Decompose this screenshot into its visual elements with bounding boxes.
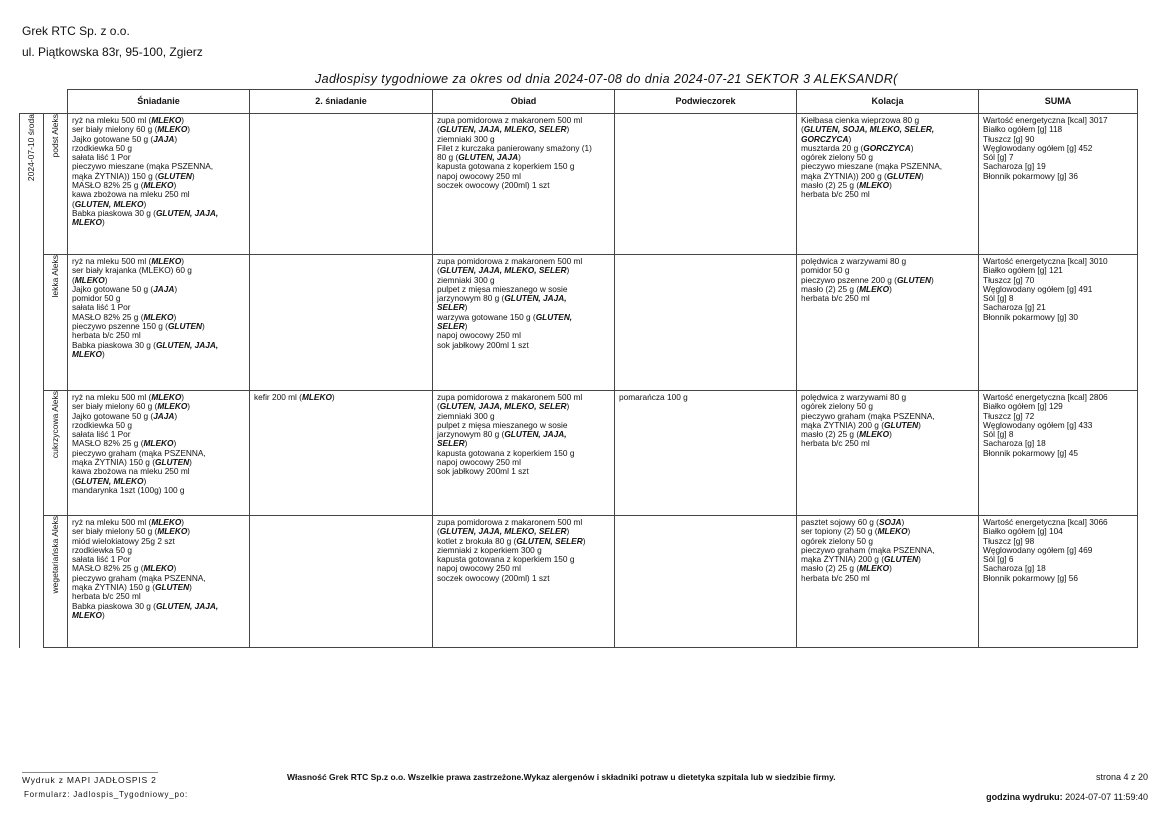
dish-text: herbata b/c 250 ml [801,189,870,200]
dish-text: ) [173,438,177,449]
dish-text: ziemniaki z koperkiem 300 g [437,544,542,555]
nutrition-line: Tłuszcz [g] 98 [983,535,1035,546]
nutrition-line: Węglowodany ogółem [g] 433 [983,419,1093,430]
dish-text: kapusta gotowana z koperkiem 150 g [437,161,575,172]
meal-cell-kolacja [797,255,979,391]
dish-text: masło (2) 25 g ( [801,283,860,294]
allergen-text: MLEKO [143,438,174,449]
dish-text: ( [72,198,75,209]
dish-text: ryż na mleku 500 ml ( [72,392,152,402]
dish-text: ) [918,419,921,430]
allergen-text: MLEKO [157,401,188,412]
dish-text: ) [189,457,192,468]
allergen-text: GLUTEN [155,457,190,468]
meal-cell-podwieczorek [615,391,797,516]
dish-text: ogórek zielony 50 g [801,535,873,546]
dish-text: ) [848,133,852,144]
table-row [20,255,1138,391]
meal-cell-kolacja [797,516,979,648]
nutrition-summary [979,114,1138,255]
dish-text: ) [889,429,892,440]
allergen-text: MLEKO [859,180,890,191]
dish-text: mąka ŻYTNIA)) 150 g ( [72,170,158,181]
dish-text: rzodkiewka 50 g [72,142,132,153]
dish-text: napoj owocowy 250 ml [437,170,521,181]
dish-text: ) [566,526,570,537]
allergen-text: MLEKO [301,392,332,402]
nutrition-line: Tłuszcz [g] 70 [983,274,1035,285]
menu-line [437,574,610,583]
allergen-text: GLUTEN, JAJA, [504,429,567,440]
dish-text: rzodkiewka 50 g [72,544,132,555]
dish-text: sok jabłkowy 200ml 1 szt [437,466,529,477]
dish-text: MASŁO 82% 25 g ( [72,180,144,191]
nutrition-line: Sól [g] 6 [983,554,1014,565]
nutrition-line: Tłuszcz [g] 90 [983,133,1035,144]
dish-text: mąka ŻYTNIA)) 200 g ( [801,170,887,181]
allergen-text: GLUTEN, [535,311,573,322]
allergen-text: GLUTEN, MLEKO [74,475,144,486]
allergen-text: GLUTEN [157,170,192,181]
menu-line [72,486,245,495]
dish-text: pomarańcza 100 g [619,392,688,402]
menu-line [254,393,428,402]
dish-text: ) [566,265,570,276]
allergen-text: MLEKO [157,124,188,135]
allergen-text: GLUTEN [155,582,190,593]
menu-line [801,294,974,303]
meal-cell-obiad [433,255,615,391]
dish-text: ) [104,274,108,285]
dish-text: pieczywo graham (mąka PSZENNA, [801,410,935,421]
allergen-text: GORCZYCA [801,133,849,144]
menu-line [437,341,610,350]
dish-text: ) [173,311,177,322]
dish-text: ) [189,582,192,593]
print-source: Wydruk z MAPI JADŁOSPIS 2 [22,772,158,785]
menu-line [72,218,245,227]
allergen-text: MLEKO [151,115,182,125]
dish-text: herbata b/c 250 ml [72,591,141,602]
allergen-text: GORCZYCA [863,142,911,153]
meal-cell-kolacja [797,114,979,255]
allergen-text: JAJA [153,133,175,144]
dish-text: jarzynowym 80 g ( [437,429,505,440]
dish-text: ( [437,401,440,412]
menu-line [72,350,245,359]
allergen-text: SELER [437,438,465,449]
dish-text: zupa pomidorowa z makaronem 500 ml [437,115,583,125]
allergen-text: JAJA [153,283,175,294]
nutrition-summary [979,255,1138,391]
column-header-suma: SUMA [979,90,1138,114]
dish-text: herbata b/c 250 ml [801,438,870,449]
dish-text: ( [801,124,804,135]
dish-text: pieczywo graham (mąka PSZENNA, [72,447,206,458]
meal-cell-sniadanie2 [250,114,433,255]
diet-label: cukrzycowa Aleks [49,391,60,459]
nutrition-line: Sacharoza [g] 21 [983,302,1046,313]
dish-text: ) [464,321,468,332]
dish-text: warzywa gotowane 150 g ( [437,311,536,322]
dish-text: pieczywo mieszane (mąka PSZENNA, [72,161,214,172]
allergen-text: MLEKO [877,526,908,537]
allergen-text: GLUTEN, JAJA, [155,339,219,350]
dish-text: ) [464,438,468,449]
dish-text: MASŁO 82% 25 g ( [72,563,144,574]
form-name: Formularz: Jadlospis_Tygodniowy_po: [24,790,189,799]
dish-text: ser biały mielony 50 g ( [72,526,158,537]
dish-text: ) [101,217,105,228]
dish-text: ser biały krajanka (MLEKO) 60 g [72,265,192,276]
company-address: ul. Piątkowska 83r, 95-100, Zgierz [22,45,203,59]
column-header-kolacja: Kolacja [797,90,979,114]
nutrition-line: Białko ogółem [g] 118 [983,124,1063,135]
dish-text: zupa pomidorowa z makaronem 500 ml [437,256,583,266]
dish-text: MASŁO 82% 25 g ( [72,311,144,322]
meal-cell-obiad [433,391,615,516]
dish-text: Babka piaskowa 30 g ( [72,207,156,218]
dish-text: pasztet sojowy 60 g ( [801,517,879,527]
print-time-label: godzina wydruku: [986,792,1063,802]
menu-line [801,439,974,448]
allergen-text: MLEKO [859,429,890,440]
column-header-2-sniadanie: 2. śniadanie [250,90,433,114]
meal-cell-obiad [433,516,615,648]
menu-table [19,89,1137,659]
allergen-text: MLEKO [143,180,174,191]
dish-text: pomidor 50 g [72,293,121,304]
allergen-text: MLEKO [859,563,890,574]
meal-cell-sniadanie2 [250,516,433,648]
print-time-value: 2024-07-07 11:59:40 [1065,792,1148,802]
nutrition-line: Błonnik pokarmowy [g] 36 [983,170,1079,181]
date-cell [20,114,44,648]
dish-text: mąka ŻYTNIA) 200 g ( [801,419,884,430]
dish-text: ) [918,554,921,565]
dish-text: sałata liść 1 Por [72,554,131,565]
dish-text: ) [910,142,914,153]
allergen-text: SELER [437,321,465,332]
dish-text: ) [566,124,570,135]
dish-text: ) [582,535,586,546]
dish-text: ) [181,256,185,266]
dish-text: ) [181,517,185,527]
dish-text: ) [174,133,178,144]
meal-cell-podwieczorek [615,255,797,391]
allergen-text: MLEKO [151,256,182,266]
table-row [20,114,1138,255]
dish-text: ) [101,348,105,359]
dish-text: ziemniaki 300 g [437,410,495,421]
dish-text: pieczywo pszenne 150 g ( [72,321,168,332]
nutrition-line: Białko ogółem [g] 129 [983,401,1063,412]
nutrition-line: Błonnik pokarmowy [g] 56 [983,572,1079,583]
dish-text: ) [518,152,521,163]
dish-text: ) [920,170,924,181]
dish-text: masło (2) 25 g ( [801,180,860,191]
dish-text: mandarynka 1szt (100g) 100 g [72,484,185,495]
meal-cell-sniadanie2 [250,391,433,516]
dish-text: pulpet z mięsa mieszanego w sosie [437,419,568,430]
dish-text: herbata b/c 250 ml [801,572,870,583]
allergen-text: JAJA [153,410,175,421]
allergen-text: GLUTEN [884,554,919,565]
dish-text: ) [174,410,178,421]
dish-text: napoj owocowy 250 ml [437,330,521,341]
allergen-text: GLUTEN, MLEKO [74,198,144,209]
allergen-text: GLUTEN, JAJA, MLEKO, SELER [439,265,567,276]
dish-text: Jajko gotowane 50 g ( [72,410,154,421]
nutrition-summary [979,516,1138,648]
date-label: 2024-07-10 środa [25,114,36,182]
diet-cell [44,391,68,516]
dish-text: ) [464,302,468,313]
dish-text: pieczywo graham (mąka PSZENNA, [801,544,935,555]
dish-text: soczek owocowy (200ml) 1 szt [437,572,550,583]
nutrition-line: Sacharoza [g] 19 [983,161,1046,172]
dish-text: pulpet z mięsa mieszanego w sosie [437,283,568,294]
dish-text: polędwica z warzywami 80 g [801,392,907,402]
dish-text: Kiełbasa cienka wieprzowa 80 g [801,115,920,125]
dish-text: ziemniaki 300 g [437,274,495,285]
dish-text: pomidor 50 g [801,265,850,276]
dish-text: ) [143,198,147,209]
dish-text: ) [202,321,205,332]
meal-cell-obiad [433,114,615,255]
dish-text: ryż na mleku 500 ml ( [72,115,152,125]
dish-text: ) [901,517,905,527]
header-blank [20,90,44,114]
dish-text: Jajko gotowane 50 g ( [72,283,154,294]
document-title: Jadłospisy tygodniowe za okres od dnia 2024-07-08 do dnia 2024-07-21 SEKTOR 3 ALEKSANDR( [315,72,898,86]
dish-text: pieczywo mieszane (mąka PSZENNA, [801,161,943,172]
dish-text: ) [181,392,185,402]
dish-text: sałata liść 1 Por [72,429,131,440]
dish-text: ser biały mielony 60 g ( [72,401,158,412]
dish-text: sałata liść 1 Por [72,302,131,313]
dish-text: kotlet z brokuła 80 g ( [437,535,517,546]
menu-line [801,574,974,583]
diet-label: lekka Aleks [49,255,60,298]
dish-text: ) [173,563,177,574]
nutrition-line: Wartość energetyczna [kcal] 3017 [983,115,1108,125]
nutrition-line: Węglowodany ogółem [g] 452 [983,142,1093,153]
dish-text: pieczywo graham (mąka PSZENNA, [72,572,206,583]
allergen-text: GLUTEN [886,170,921,181]
nutrition-line: Błonnik pokarmowy [g] 45 [983,447,1079,458]
nutrition-line: Sacharoza [g] 18 [983,438,1046,449]
dish-text: ) [907,526,911,537]
meal-cell-podwieczorek [615,114,797,255]
column-header-obiad: Obiad [433,90,615,114]
dish-text: napoj owocowy 250 ml [437,457,521,468]
allergen-text: GLUTEN, JAJA, [155,207,219,218]
header-blank [44,90,68,114]
diet-cell [44,255,68,391]
nutrition-line: Sól [g] 8 [983,429,1014,440]
dish-text: polędwica z warzywami 80 g [801,256,907,266]
dish-text: Jajko gotowane 50 g ( [72,133,154,144]
menu-line [72,611,245,620]
dish-text: ) [181,115,185,125]
dish-text: miód wielokiatowy 25g 2 szt [72,535,175,546]
table-row [20,391,1138,516]
allergen-text: GLUTEN, JAJA, [155,600,219,611]
dish-text: ( [437,265,440,276]
dish-text: kefir 200 ml ( [254,392,302,402]
dish-text: ) [931,274,934,285]
meal-cell-kolacja [797,391,979,516]
dish-text: ogórek zielony 50 g [801,401,873,412]
dish-text: masło (2) 25 g ( [801,563,860,574]
allergen-text: GLUTEN, JAJA, MLEKO, SELER [439,526,567,537]
dish-text: ) [187,124,191,135]
nutrition-summary [979,391,1138,516]
allergen-text: GLUTEN, JAJA [458,152,519,163]
dish-text: jarzynowym 80 g ( [437,293,505,304]
dish-text: ) [889,283,892,294]
dish-text: ) [174,283,178,294]
dish-text: ser topiony (2) 50 g ( [801,526,878,537]
dish-text: 80 g ( [437,152,459,163]
nutrition-line: Błonnik pokarmowy [g] 30 [983,311,1079,322]
allergen-text: GLUTEN, SELER [516,535,583,546]
dish-text: zupa pomidorowa z makaronem 500 ml [437,392,583,402]
diet-cell [44,114,68,255]
dish-text: ser biały mielony 60 g ( [72,124,158,135]
allergen-text: MLEKO [72,609,102,620]
dish-text: napoj owocowy 250 ml [437,563,521,574]
dish-text: ryż na mleku 500 ml ( [72,517,152,527]
page-number: strona 4 z 20 [1095,772,1148,782]
diet-label: wegetariańska Aleks [49,516,60,594]
allergen-text: MLEKO [72,217,102,228]
dish-text: pieczywo pszenne 200 g ( [801,274,897,285]
allergen-text: SOJA [878,517,902,527]
nutrition-line: Białko ogółem [g] 121 [983,265,1063,276]
meal-cell-sniadanie [68,516,250,648]
allergen-text: GLUTEN, SOJA, MLEKO, SELER, [803,124,935,135]
meal-cell-sniadanie [68,391,250,516]
meal-cell-podwieczorek [615,516,797,648]
nutrition-line: Tłuszcz [g] 72 [983,410,1035,421]
dish-text: zupa pomidorowa z makaronem 500 ml [437,517,583,527]
nutrition-line: Sól [g] 7 [983,152,1014,163]
menu-line [437,181,610,190]
dish-text: mąka ŻYTNIA) 150 g ( [72,582,155,593]
dish-text: rzodkiewka 50 g [72,419,132,430]
dish-text: MASŁO 82% 25 g ( [72,438,144,449]
dish-text: Babka piaskowa 30 g ( [72,600,156,611]
allergen-text: GLUTEN [167,321,203,332]
dish-text: soczek owocowy (200ml) 1 szt [437,180,550,191]
meal-cell-sniadanie [68,255,250,391]
dish-text: ) [187,526,191,537]
table-row [20,516,1138,648]
column-header-podwieczorek: Podwieczorek [615,90,797,114]
allergen-text: GLUTEN, JAJA, MLEKO, SELER [439,124,567,135]
allergen-text: MLEKO [143,563,174,574]
dish-text: sok jabłkowy 200ml 1 szt [437,339,529,350]
dish-text: herbata b/c 250 ml [801,293,870,304]
dish-text: ) [889,563,892,574]
dish-text: ( [72,274,75,285]
nutrition-line: Białko ogółem [g] 104 [983,526,1063,537]
dish-text: sałata liść 1 Por [72,152,131,163]
nutrition-line: Wartość energetyczna [kcal] 2806 [983,392,1108,402]
ownership-notice: Własność Grek RTC Sp.z o.o. Wszelkie prawa zastrzeżone.Wykaz alergenów i składniki potraw u dietetyka szpitala lub w siedzibie firmy. [287,772,836,782]
dish-text: ryż na mleku 500 ml ( [72,256,152,266]
nutrition-line: Węglowodany ogółem [g] 469 [983,544,1093,555]
dish-text: ) [187,401,191,412]
column-header-sniadanie: Śniadanie [68,90,250,114]
dish-text: ogórek zielony 50 g [801,152,873,163]
dish-text: ( [437,526,440,537]
diet-cell [44,516,68,648]
meal-cell-sniadanie [68,114,250,255]
allergen-text: GLUTEN, JAJA, [504,293,567,304]
dish-text: ( [437,124,440,135]
dish-text: musztarda 20 g ( [801,142,864,153]
diet-label: podst Aleks [49,114,60,158]
allergen-text: SELER [437,302,465,313]
nutrition-line: Sól [g] 8 [983,293,1014,304]
allergen-text: GLUTEN, JAJA, MLEKO, SELER [439,401,567,412]
company-name: Grek RTC Sp. z o.o. [22,24,130,38]
dish-text: ) [191,170,195,181]
dish-text: ziemniaki 300 g [437,133,495,144]
nutrition-line: Wartość energetyczna [kcal] 3066 [983,517,1108,527]
nutrition-line: Wartość energetyczna [kcal] 3010 [983,256,1108,266]
dish-text: Filet z kurczaka panierowany smażony (1) [437,142,592,153]
dish-text: kapusta gotowana z koperkiem 150 g [437,554,575,565]
dish-text: ) [143,475,147,486]
dish-text: ) [101,609,105,620]
dish-text: ( [72,475,75,486]
nutrition-line: Sacharoza [g] 18 [983,563,1046,574]
dish-text: kawa zbożowa na mleku 250 ml [72,466,190,477]
allergen-text: MLEKO [143,311,174,322]
nutrition-line: Węglowodany ogółem [g] 491 [983,283,1093,294]
allergen-text: MLEKO [151,392,182,402]
menu-line [437,467,610,476]
meal-cell-sniadanie2 [250,255,433,391]
dish-text: herbata b/c 250 ml [72,330,141,341]
menu-line [619,393,792,402]
dish-text: kapusta gotowana z koperkiem 150 g [437,447,575,458]
dish-text: ) [331,392,335,402]
menu-line [801,190,974,199]
dish-text: ) [566,401,570,412]
dish-text: mąka ŻYTNIA) 150 g ( [72,457,155,468]
print-time [986,792,1148,802]
allergen-text: MLEKO [157,526,188,537]
dish-text: ) [889,180,892,191]
allergen-text: MLEKO [74,274,105,285]
dish-text: masło (2) 25 g ( [801,429,860,440]
dish-text: Babka piaskowa 30 g ( [72,339,156,350]
dish-text: ) [173,180,177,191]
allergen-text: MLEKO [151,517,182,527]
allergen-text: GLUTEN [896,274,932,285]
allergen-text: MLEKO [859,283,890,294]
dish-text: mąka ŻYTNIA) 200 g ( [801,554,884,565]
allergen-text: GLUTEN [884,419,919,430]
allergen-text: MLEKO [72,348,102,359]
dish-text: kawa zbożowa na mleku 250 ml [72,189,190,200]
